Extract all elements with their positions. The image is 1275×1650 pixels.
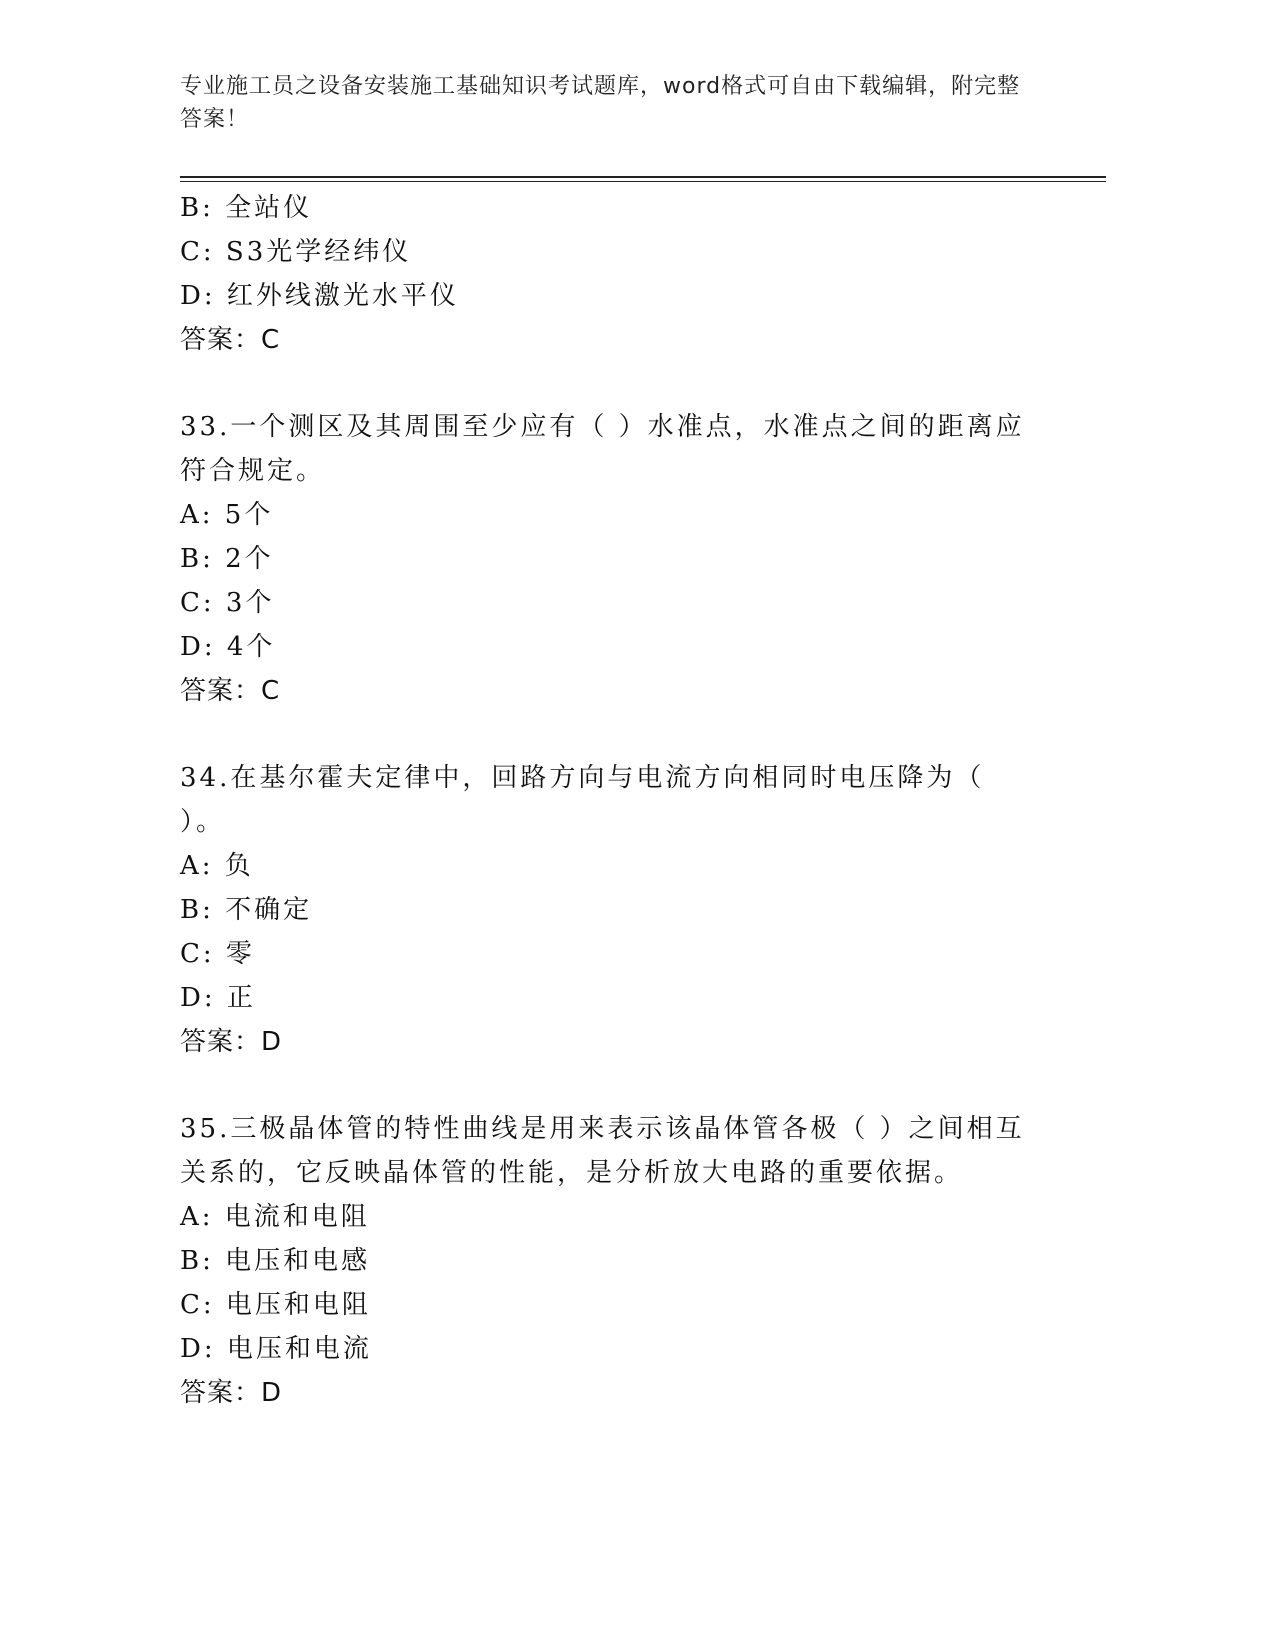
question-stem: 33.一个测区及其周围至少应有（ ）水准点，水准点之间的距离应符合规定。: [180, 412, 1025, 486]
option-b: B: 不确定: [180, 895, 313, 925]
header-rule-thick: [180, 176, 1106, 178]
option-a: A: 负: [180, 851, 254, 881]
option-d: D: 电压和电流: [180, 1334, 372, 1364]
option-a: A: 5个: [180, 500, 274, 530]
option-d: D: 4个: [180, 632, 276, 662]
question-34: [180, 756, 1040, 1064]
option-b: B: 电压和电感: [180, 1246, 371, 1276]
document-header: 专业施工员之设备安装施工基础知识考试题库，word格式可自由下载编辑，附完整答案！: [180, 74, 1021, 132]
carryover-block: [180, 186, 1040, 362]
spacer: [180, 713, 1040, 756]
document-body: [180, 186, 1040, 1415]
option-b: B: 2个: [180, 544, 274, 574]
option-b: B: 全站仪: [180, 193, 313, 223]
spacer: [180, 362, 1040, 405]
answer-line: 答案：C: [180, 325, 281, 355]
option-d: D: 正: [180, 983, 256, 1013]
question-stem: 34.在基尔霍夫定律中，回路方向与电流方向相同时电压降为（ ）。: [180, 763, 985, 837]
header-rule-thin: [180, 181, 1106, 182]
option-d: D: 红外线激光水平仪: [180, 281, 459, 311]
question-33: [180, 405, 1040, 713]
question-stem: 35.三极晶体管的特性曲线是用来表示该晶体管各极（ ）之间相互关系的，它反映晶体管的性能，是分析放大电路的重要依据。: [180, 1114, 1025, 1188]
option-a: A: 电流和电阻: [180, 1202, 370, 1232]
option-c: C: S3光学经纬仪: [180, 237, 412, 267]
answer-line: 答案：D: [180, 1027, 283, 1057]
spacer: [180, 1064, 1040, 1107]
option-c: C: 零: [180, 939, 255, 969]
option-c: C: 电压和电阻: [180, 1290, 371, 1320]
answer-line: 答案：D: [180, 1378, 283, 1408]
question-35: [180, 1107, 1040, 1415]
answer-line: 答案：C: [180, 676, 281, 706]
option-c: C: 3个: [180, 588, 275, 618]
